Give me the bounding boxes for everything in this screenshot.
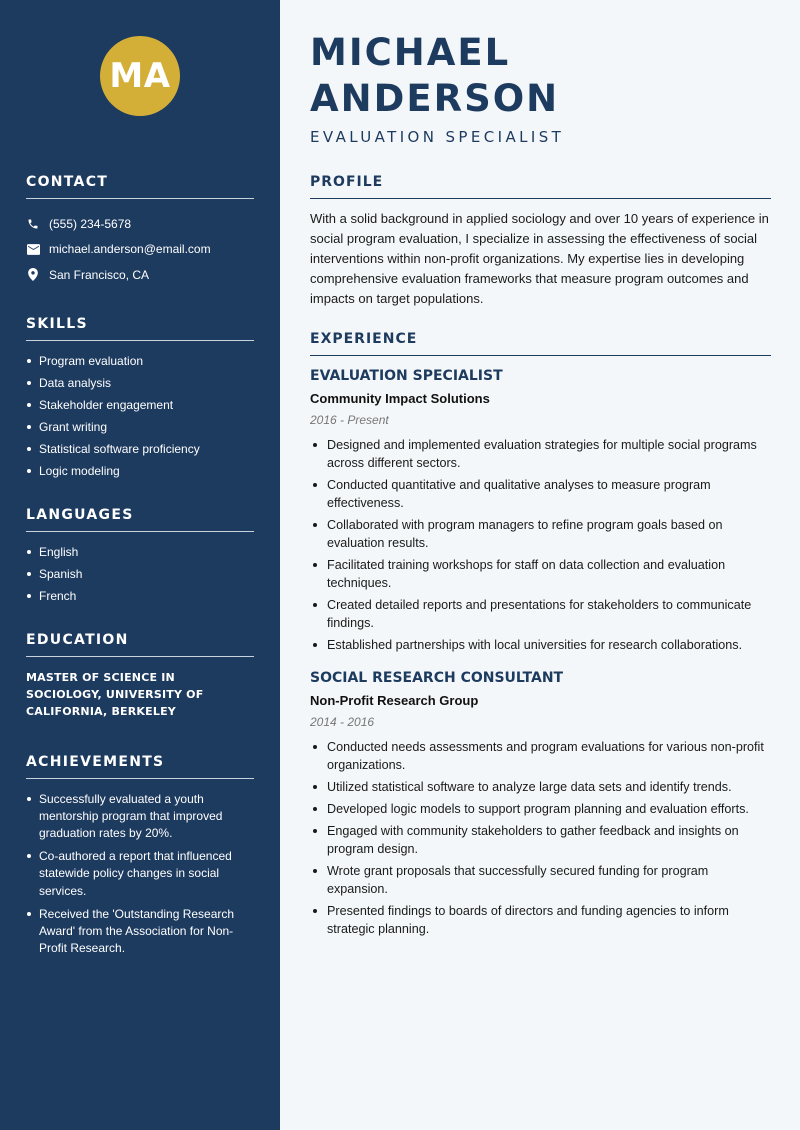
education-heading: EDUCATION bbox=[26, 632, 254, 657]
job-bullet: Facilitated training workshops for staff on data collection and evaluation techniques. bbox=[310, 556, 771, 592]
job-bullet: Conducted quantitative and qualitative analyses to measure program effectiveness. bbox=[310, 476, 771, 512]
achievement-item: Received the 'Outstanding Research Award' from the Association for Non-Profit Research. bbox=[26, 906, 254, 958]
achievement-item: Successfully evaluated a youth mentorship program that improved graduation rates by 20%. bbox=[26, 791, 254, 843]
profile-section bbox=[310, 174, 771, 309]
location-text: San Francisco, CA bbox=[49, 267, 150, 282]
experience-section bbox=[310, 331, 771, 938]
phone-text: (555) 234-5678 bbox=[49, 216, 132, 231]
job-bullet: Designed and implemented evaluation strategies for multiple social programs across different sectors. bbox=[310, 436, 771, 472]
job-company: Community Impact Solutions bbox=[310, 391, 490, 406]
job-bullets bbox=[310, 436, 771, 654]
candidate-name: MICHAEL ANDERSON bbox=[310, 31, 560, 120]
mail-icon bbox=[26, 242, 40, 256]
skill-item: Program evaluation bbox=[26, 353, 254, 369]
job-bullet: Wrote grant proposals that successfully secured funding for program expansion. bbox=[310, 862, 771, 898]
phone-icon bbox=[26, 217, 40, 231]
language-item: French bbox=[26, 588, 254, 604]
languages-heading: LANGUAGES bbox=[26, 507, 254, 532]
skill-item: Grant writing bbox=[26, 419, 254, 435]
profile-text: With a solid background in applied sociology and over 10 years of experience in social program evaluation, I specialize in assessing the effectiveness of social interventions within non-profit organizations. My expertise lies in developing comprehensive evaluation frameworks that measure program outcomes and impacts on target populations. bbox=[310, 211, 769, 306]
contact-section bbox=[26, 174, 254, 288]
skills-section bbox=[26, 316, 254, 479]
contact-heading: CONTACT bbox=[26, 174, 254, 199]
main-content bbox=[280, 0, 800, 1130]
skill-item: Stakeholder engagement bbox=[26, 397, 254, 413]
languages-section bbox=[26, 507, 254, 604]
job-entry bbox=[310, 368, 771, 654]
achievements-list bbox=[26, 791, 254, 958]
job-bullet: Conducted needs assessments and program evaluations for various non-profit organizations. bbox=[310, 738, 771, 774]
skills-heading: SKILLS bbox=[26, 316, 254, 341]
job-title: EVALUATION SPECIALIST bbox=[310, 368, 503, 384]
education-degree: MASTER OF SCIENCE IN SOCIOLOGY, UNIVERSITY OF CALIFORNIA, BERKELEY bbox=[26, 670, 204, 718]
job-bullet: Established partnerships with local universities for research collaborations. bbox=[310, 636, 771, 654]
experience-heading: EXPERIENCE bbox=[310, 331, 771, 356]
location-pin-icon bbox=[26, 268, 40, 282]
language-item: Spanish bbox=[26, 566, 254, 582]
achievements-heading: ACHIEVEMENTS bbox=[26, 754, 254, 779]
job-dates: 2014 - 2016 bbox=[310, 715, 375, 729]
job-company: Non-Profit Research Group bbox=[310, 693, 479, 708]
skill-item: Data analysis bbox=[26, 375, 254, 391]
avatar-initials: MA bbox=[109, 56, 171, 96]
contact-email bbox=[26, 237, 254, 263]
contact-phone bbox=[26, 211, 254, 237]
job-dates: 2016 - Present bbox=[310, 413, 389, 427]
skill-item: Statistical software proficiency bbox=[26, 441, 254, 457]
languages-list bbox=[26, 544, 254, 604]
profile-heading: PROFILE bbox=[310, 174, 771, 199]
job-bullet: Developed logic models to support program planning and evaluation efforts. bbox=[310, 800, 771, 818]
job-entry bbox=[310, 670, 771, 938]
job-bullet: Created detailed reports and presentations for stakeholders to communicate findings. bbox=[310, 596, 771, 632]
avatar bbox=[100, 36, 180, 116]
skills-list bbox=[26, 353, 254, 479]
language-item: English bbox=[26, 544, 254, 560]
achievement-item: Co-authored a report that influenced statewide policy changes in social services. bbox=[26, 848, 254, 900]
skill-item: Logic modeling bbox=[26, 463, 254, 479]
job-bullet: Engaged with community stakeholders to gather feedback and insights on program design. bbox=[310, 822, 771, 858]
contact-location bbox=[26, 262, 254, 288]
candidate-title: EVALUATION SPECIALIST bbox=[310, 128, 565, 146]
job-bullet: Presented findings to boards of directors and funding agencies to inform strategic planning. bbox=[310, 902, 771, 938]
email-text[interactable]: michael.anderson@email.com bbox=[49, 242, 211, 257]
job-bullets bbox=[310, 738, 771, 938]
education-section bbox=[26, 632, 254, 720]
achievements-section bbox=[26, 754, 254, 958]
job-bullet: Utilized statistical software to analyze large data sets and identify trends. bbox=[310, 778, 771, 796]
job-bullet: Collaborated with program managers to refine program goals based on evaluation results. bbox=[310, 516, 771, 552]
sidebar bbox=[0, 0, 280, 1130]
job-title: SOCIAL RESEARCH CONSULTANT bbox=[310, 670, 564, 686]
